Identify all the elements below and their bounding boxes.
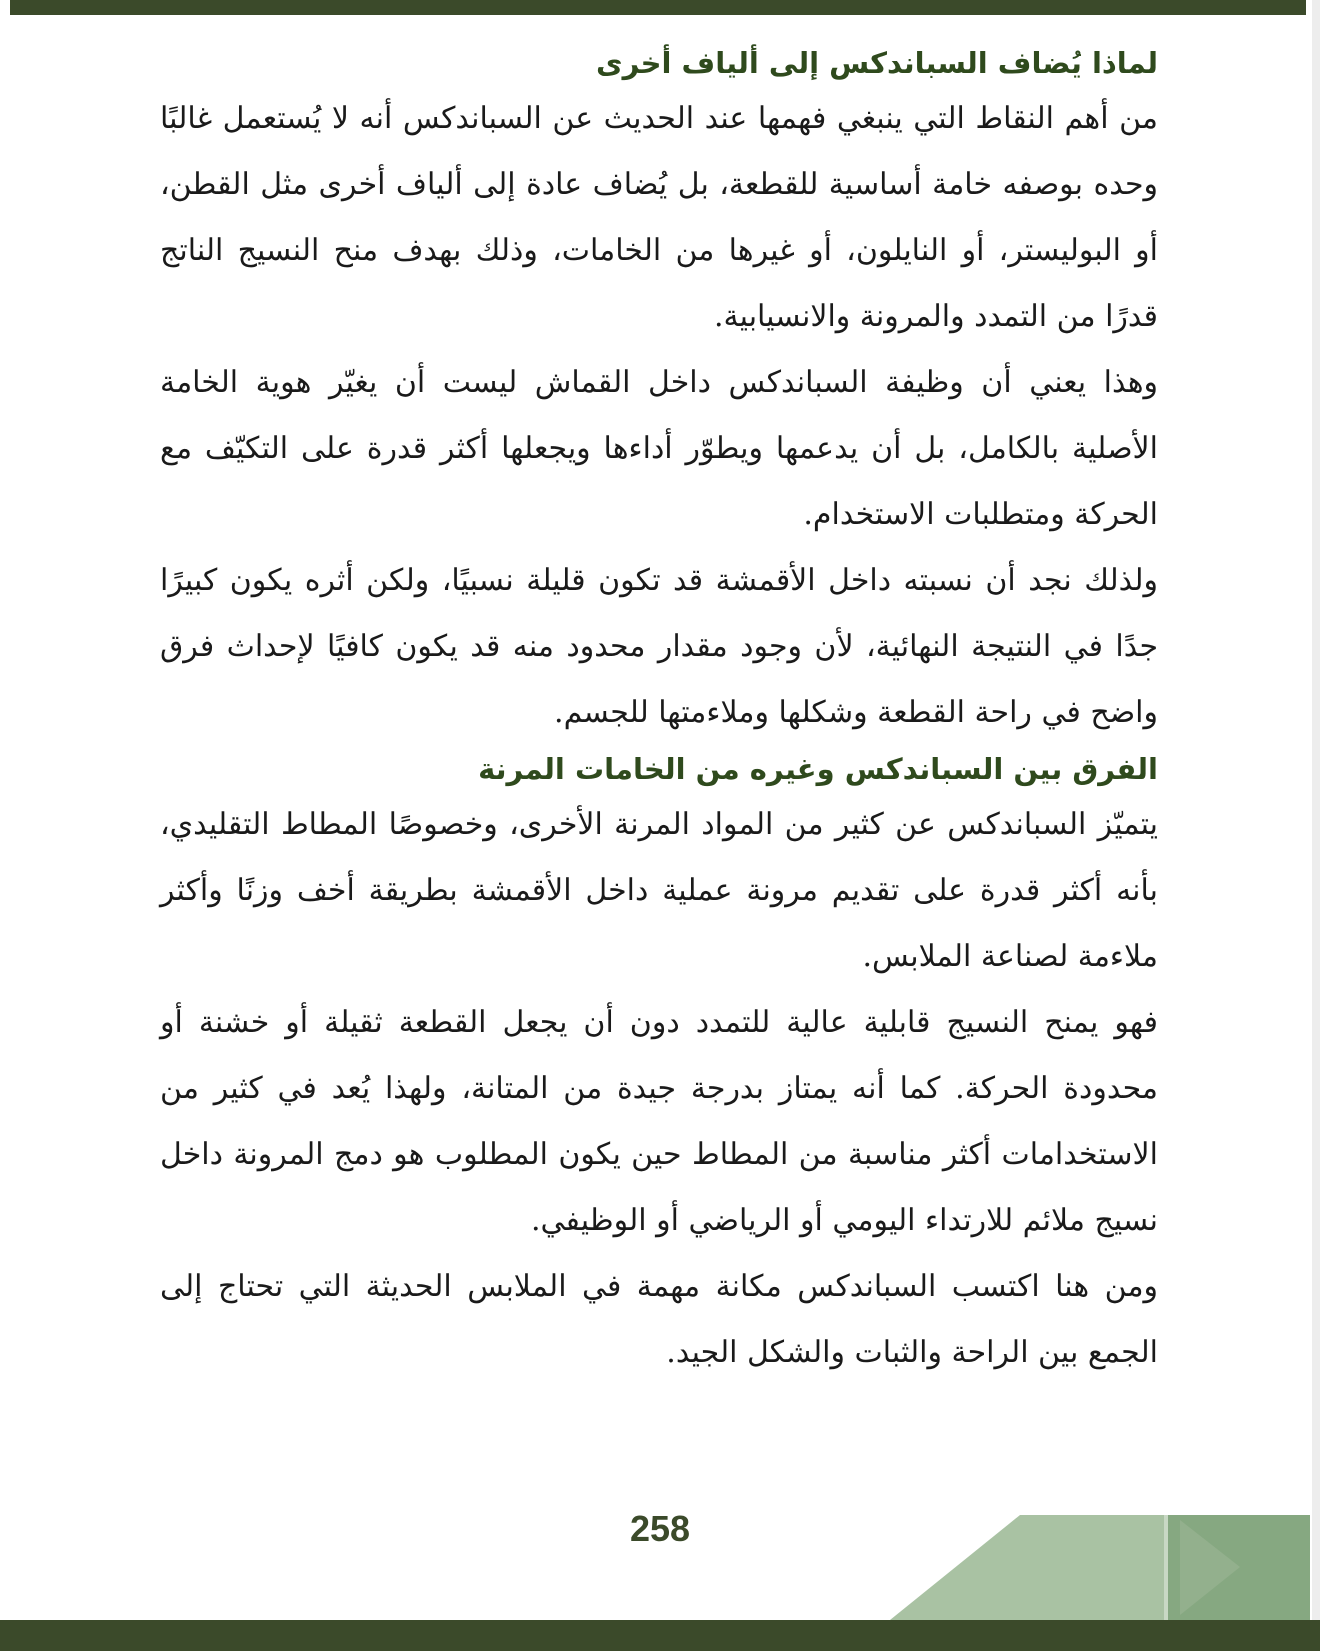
paragraph: ولذلك نجد أن نسبته داخل الأقمشة قد تكون قليلة نسبيًا، ولكن أثره يكون كبيرًا جدًا في النتيجة النهائية، لأن وجود مقدار محدود منه قد يكون كافيًا لإحداث فرق واضح في راحة القطعة وشكلها وملاءمتها للجسم. [160, 563, 1158, 730]
page-number: 258 [629, 1508, 691, 1549]
paragraph: يتميّز السباندكس عن كثير من المواد المرنة الأخرى، وخصوصًا المطاط التقليدي، بأنه أكثر قدرة على تقديم مرونة عملية داخل الأقمشة بطريقة أخف وزنًا وأكثر ملاءمة لصناعة الملابس. [160, 807, 1158, 974]
section-heading-2: الفرق بين السباندكس وغيره من الخامات المرنة [478, 752, 1158, 786]
paragraph: فهو يمنح النسيج قابلية عالية للتمدد دون أن يجعل القطعة ثقيلة أو خشنة أو محدودة الحركة. كما أنه يمتاز بدرجة جيدة من المتانة، ولهذا يُعد في كثير من الاستخدامات أكثر مناسبة من المطاط حين يكون المطلوب هو دمج المرونة داخل نسيج ملائم للارتداء اليومي أو الرياضي أو الوظيفي. [160, 1005, 1159, 1238]
paragraph: ومن هنا اكتسب السباندكس مكانة مهمة في الملابس الحديثة التي تحتاج إلى الجمع بين الراحة والثبات والشكل الجيد. [160, 1269, 1159, 1370]
paragraph: من أهم النقاط التي ينبغي فهمها عند الحديث عن السباندكس أنه لا يُستعمل غالبًا وحده بوصفه خامة أساسية للقطعة، بل يُضاف عادة إلى ألياف أخرى مثل القطن، أو البوليستر، أو النايلون، أو غيرها من الخامات، وذلك بهدف منح النسيج الناتج قدرًا من التمدد والمرونة والانسيابية. [160, 101, 1158, 334]
section-heading-1: لماذا يُضاف السباندكس إلى ألياف أخرى [595, 46, 1158, 80]
corner-decoration [880, 1505, 1310, 1627]
top-border-bar [10, 0, 1306, 15]
corner-divider [1164, 1515, 1168, 1620]
paragraph: وهذا يعني أن وظيفة السباندكس داخل القماش ليست أن يغيّر هوية الخامة الأصلية بالكامل، بل أن يدعمها ويطوّر أداءها ويجعلها أكثر قدرة على التكيّف مع الحركة ومتطلبات الاستخدام. [160, 365, 1159, 532]
page-edge-shadow [1312, 0, 1320, 1651]
bottom-border-bar [0, 1620, 1320, 1651]
page-content [160, 40, 1158, 1386]
